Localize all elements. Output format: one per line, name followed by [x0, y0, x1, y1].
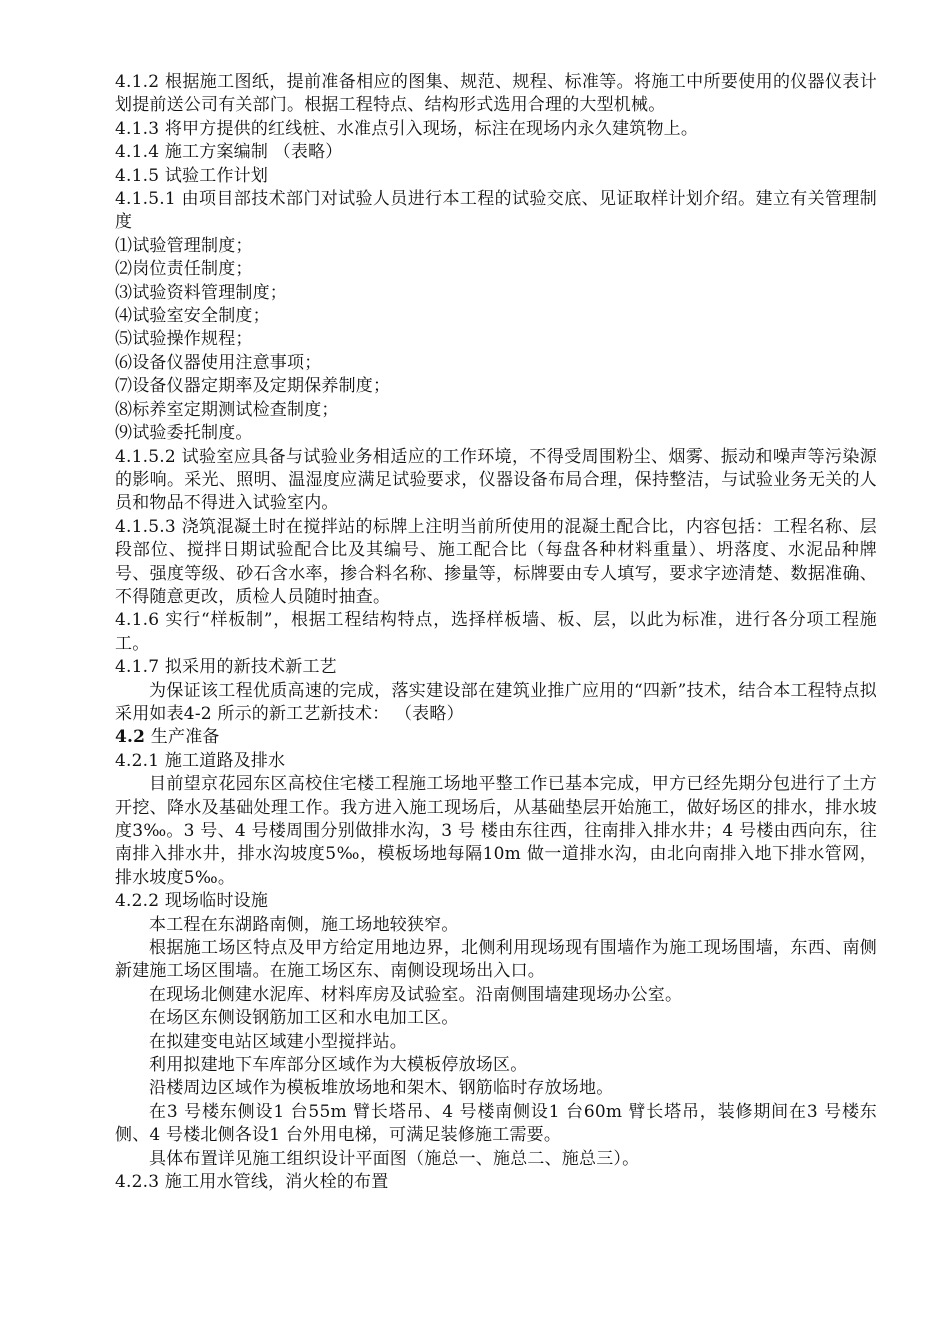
paragraph-4-1-5-1: 4.1.5.1 由项目部技术部门对试验人员进行本工程的试验交底、见证取样计划介绍。建立有关管理制度	[115, 189, 877, 233]
list-item-2: ⑵岗位责任制度；	[115, 259, 253, 280]
paragraph-4-1-3: 4.1.3 将甲方提供的红线桩、水准点引入现场，标注在现场内永久建筑物上。	[115, 118, 699, 139]
paragraph-4-1-7: 4.1.7 拟采用的新技术新工艺	[115, 657, 337, 678]
paragraph-site-fence: 根据施工场区特点及甲方给定用地边界，北侧利用现场现有围墙作为施工现场围墙，东西、南侧新建施工场区围墙。在施工场区东、南侧设现场出入口。	[115, 938, 877, 982]
paragraph-rebar-area: 在场区东侧设钢筋加工区和水电加工区。	[149, 1008, 459, 1029]
section-title: 生产准备	[145, 727, 220, 748]
paragraph-layout-reference: 具体布置详见施工组织设计平面图（施总一、施总二、施总三）。	[149, 1148, 640, 1169]
list-item-7: ⑺设备仪器定期率及定期保养制度；	[115, 376, 391, 397]
paragraph-4-1-6: 4.1.6 实行“样板制”，根据工程结构特点，选择样板墙、板、层，以此为标准，进行各分项工程施工。	[115, 610, 877, 654]
paragraph-4-2-3: 4.2.3 施工用水管线，消火栓的布置	[115, 1172, 389, 1193]
paragraph-4-1-4: 4.1.4 施工方案编制 （表略）	[115, 142, 343, 163]
list-item-6: ⑹设备仪器使用注意事项；	[115, 352, 322, 373]
list-item-1: ⑴试验管理制度；	[115, 235, 253, 256]
list-item-5: ⑸试验操作规程；	[115, 329, 253, 350]
paragraph-warehouse: 在现场北侧建水泥库、材料库房及试验室。沿南侧围墙建现场办公室。	[149, 984, 683, 1005]
paragraph-mixing-station: 在拟建变电站区域建小型搅拌站。	[149, 1031, 407, 1052]
list-item-4: ⑷试验室安全制度；	[115, 306, 270, 327]
paragraph-4-2-2: 4.2.2 现场临时设施	[115, 891, 269, 912]
paragraph-formwork-area: 利用拟建地下车库部分区域作为大模板停放场区。	[149, 1055, 528, 1076]
paragraph-4-2-1: 4.2.1 施工道路及排水	[115, 750, 286, 771]
paragraph-4-1-5-3: 4.1.5.3 浇筑混凝土时在搅拌站的标牌上注明当前所使用的混凝土配合比，内容包括：工程名称、层段部位、搅拌日期试验配合比及其编号、施工配合比（每盘各种材料重量）、坍落度、水泥品种牌号、强度等级、砂石含水率，掺合料名称、掺量等，标牌要由专人填写，要求字迹清楚、数据准确、不得随意更改，质检人员随时抽查。	[115, 516, 877, 607]
paragraph-4-1-2: 4.1.2 根据施工图纸，提前准备相应的图集、规范、规程、标准等。将施工中所要使用的仪器仪表计划提前送公司有关部门。根据工程特点、结构形式选用合理的大型机械。	[115, 72, 877, 116]
document-page	[115, 71, 877, 1195]
paragraph-site-location: 本工程在东湖路南侧，施工场地较狭窄。	[149, 914, 459, 935]
section-heading-4-2	[115, 726, 877, 749]
list-item-9: ⑼试验委托制度。	[115, 423, 253, 444]
list-item-8: ⑻标养室定期测试检查制度；	[115, 399, 339, 420]
paragraph-4-1-5: 4.1.5 试验工作计划	[115, 165, 269, 186]
paragraph-storage-area: 沿楼周边区域作为模板堆放场地和架木、钢筋临时存放场地。	[149, 1078, 614, 1099]
paragraph-4-1-5-2: 4.1.5.2 试验室应具备与试验业务相适应的工作环境，不得受周围粉尘、烟雾、振动和噪声等污染源的影响。采光、照明、温湿度应满足试验要求，仪器设备布局合理，保持整洁，与试验业务无关的人员和物品不得进入试验室内。	[115, 446, 877, 514]
list-item-3: ⑶试验资料管理制度；	[115, 282, 287, 303]
paragraph-new-tech: 为保证该工程优质高速的完成，落实建设部在建筑业推广应用的“四新”技术，结合本工程特点拟采用如表4-2 所示的新工艺新技术： （表略）	[115, 680, 877, 724]
paragraph-tower-crane: 在3 号楼东侧设1 台55m 臂长塔吊、4 号楼南侧设1 台60m 臂长塔吊，装修期间在3 号楼东侧、4 号楼北侧各设1 台外用电梯，可满足装修施工需要。	[115, 1101, 877, 1146]
section-number: 4.2	[115, 727, 146, 748]
paragraph-drainage: 目前望京花园东区高校住宅楼工程施工场地平整工作已基本完成，甲方已经先期分包进行了土方开挖、降水及基础处理工作。我方进入施工现场后，从基础垫层开始施工，做好场区的排水，排水坡度3‰。3 号、4 号楼周围分别做排水沟，3 号 楼由东往西，往南排入排水井；4 号楼由西向东，往南排入排水井，排水沟坡度5‰，模板场地每隔10m 做一道排水沟，由北向南排入地下排水管网，排水坡度5‰。	[115, 774, 877, 888]
